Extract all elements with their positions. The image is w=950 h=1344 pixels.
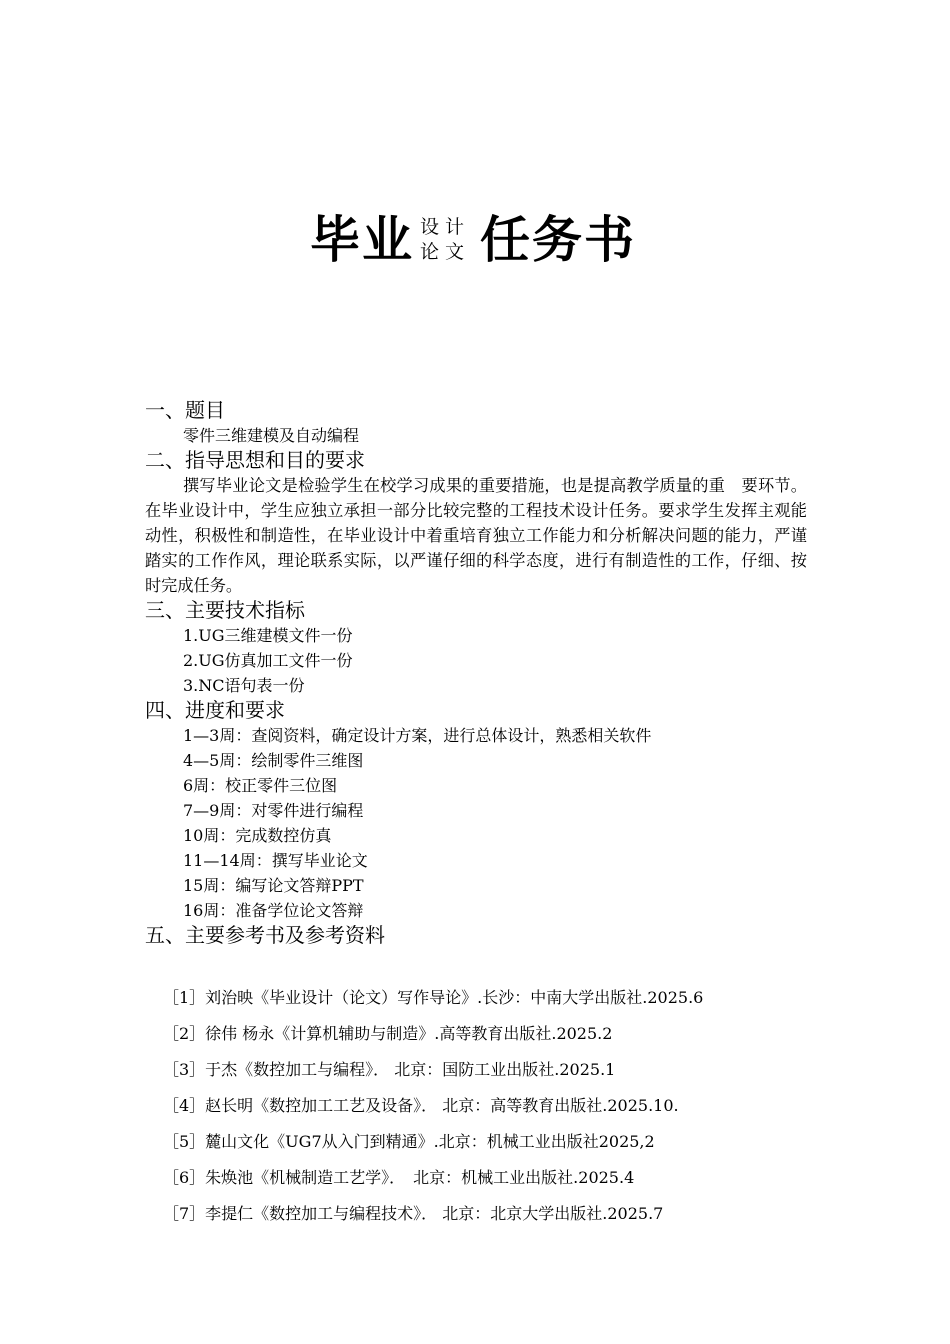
schedule-item: 1—3周：查阅资料，确定设计方案，进行总体设计，熟悉相关软件 xyxy=(183,726,652,745)
schedule-item: 6周：校正零件三位图 xyxy=(183,776,338,795)
document-title xyxy=(310,205,636,275)
reference-item: ［3］于杰《数控加工与编程》． 北京：国防工业出版社.2025.1 xyxy=(163,1060,616,1079)
reference-item: ［4］赵长明《数控加工工艺及设备》． 北京：高等教育出版社.2025.10. xyxy=(163,1096,679,1115)
reference-item: ［7］李提仁《数控加工与编程技术》． 北京：北京大学出版社.2025.7 xyxy=(163,1204,664,1223)
section-heading-topic: 一、题目 xyxy=(145,398,225,422)
schedule-item: 15周：编写论文答辩PPT xyxy=(183,876,364,895)
topic-text: 零件三维建模及自动编程 xyxy=(183,426,360,445)
title-part-right: 任务书 xyxy=(480,211,637,269)
reference-item: ［6］朱焕池《机械制造工艺学》． 北京：机械工业出版社.2025.4 xyxy=(163,1168,635,1187)
section-heading-references: 五、主要参考书及参考资料 xyxy=(145,923,385,947)
reference-item: ［2］徐伟 杨永《计算机辅助与制造》.高等教育出版社.2025.2 xyxy=(163,1024,613,1043)
title-part-left: 毕业 xyxy=(310,211,414,269)
section-heading-tech-specs: 三、主要技术指标 xyxy=(145,598,305,622)
tech-spec-item: 2.UG仿真加工文件一份 xyxy=(183,651,353,670)
section-heading-guidance: 二、指导思想和目的要求 xyxy=(145,448,365,472)
title-option-design: 设计 xyxy=(420,216,471,238)
schedule-item: 7—9周：对零件进行编程 xyxy=(183,801,364,820)
tech-spec-item: 1.UG三维建模文件一份 xyxy=(183,626,353,645)
schedule-item: 11—14周：撰写毕业论文 xyxy=(183,851,368,870)
section-heading-schedule: 四、进度和要求 xyxy=(145,698,285,722)
schedule-item: 16周：准备学位论文答辩 xyxy=(183,901,364,920)
reference-item: ［1］刘治映《毕业设计（论文）写作导论》.长沙：中南大学出版社.2025.6 xyxy=(163,988,704,1007)
guidance-paragraph: 撰写毕业论文是检验学生在校学习成果的重要措施，也是提高教学质量的重 要环节。在毕业设计中，学生应独立承担一部分比较完整的工程技术设计任务。要求学生发挥主观能动性，积极性和制造性，在毕业设计中着重培育独立工作能力和分析解决问题的能力，严谨踏实的工作作风，理论联系实际，以严谨仔细的科学态度，进行有制造性的工作，仔细、按时完成任务。 xyxy=(145,476,807,595)
schedule-item: 4—5周：绘制零件三维图 xyxy=(183,751,364,770)
reference-list xyxy=(163,980,883,1232)
tech-spec-item: 3.NC语句表一份 xyxy=(183,676,305,695)
document-body xyxy=(145,398,825,948)
schedule-item: 10周：完成数控仿真 xyxy=(183,826,332,845)
title-option-thesis: 论文 xyxy=(420,241,471,263)
title-stacked-options xyxy=(420,215,470,265)
reference-item: ［5］麓山文化《UG7从入门到精通》.北京：机械工业出版社2025,2 xyxy=(163,1132,655,1151)
